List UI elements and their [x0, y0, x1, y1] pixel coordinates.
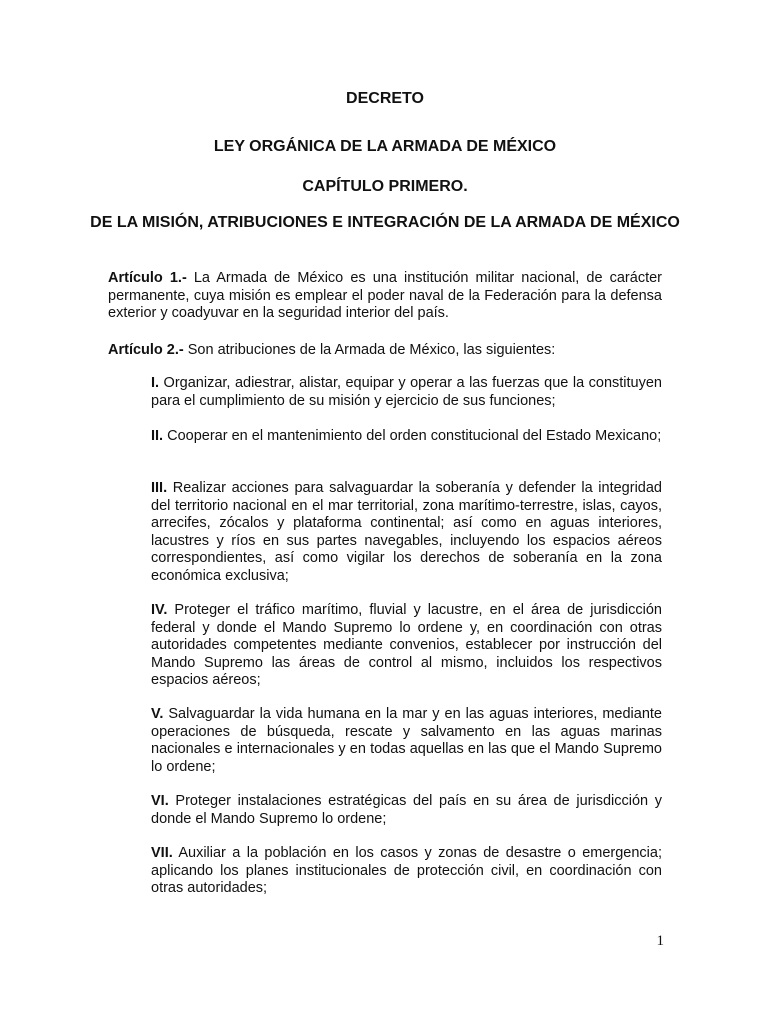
article-1: [108, 270, 662, 323]
fraction-iv: [151, 602, 662, 690]
fraction-vii-text: Auxiliar a la población en los casos y zonas de desastre o emergencia; aplicando los planes institucionales de protección civil, en coordinación con otras autoridades;: [151, 845, 662, 897]
fraction-ii-text: Cooperar en el mantenimiento del orden constitucional del Estado Mexicano;: [163, 428, 662, 444]
fraction-iv-numeral: IV.: [151, 602, 168, 618]
fraction-ii-numeral: II.: [151, 428, 164, 444]
fraction-iii-numeral: III.: [151, 480, 168, 496]
chapter-heading: CAPÍTULO PRIMERO.: [302, 178, 468, 195]
fraction-iii: [151, 480, 662, 586]
fraction-v-text: Salvaguardar la vida humana en la mar y en las aguas interiores, mediante operaciones de búsqueda, rescate y salvamento en las aguas marinas nacionales e internacionales y en todas aquellas en las que el Mando Supremo lo ordene;: [151, 706, 662, 775]
fraction-v: [151, 706, 662, 776]
fraction-vii: [151, 845, 662, 898]
article-2: [108, 342, 662, 360]
article-2-text: Son atribuciones de la Armada de México, las siguientes:: [183, 342, 556, 358]
article-2-label: Artículo 2.-: [108, 342, 184, 358]
law-title: LEY ORGÁNICA DE LA ARMADA DE MÉXICO: [213, 138, 557, 155]
fraction-iii-text: Realizar acciones para salvaguardar la soberanía y defender la integridad del territorio nacional en el mar territorial, zona marítimo-terrestre, islas, cayos, arrecifes, zócalos y plataforma continental; así como en aguas interiores, lacustres y ríos en sus partes navegables, incluyendo los espacios aéreos correspondientes, así como vigilar los derechos de soberanía en la zona económica exclusiva;: [151, 480, 662, 584]
fraction-iv-text: Proteger el tráfico marítimo, fluvial y lacustre, en el área de jurisdicción federal y donde el Mando Supremo lo ordene y, en coordinación con otras autoridades competentes mediante convenios, establecer por instrucción del Mando Supremo las áreas de control al mismo, incluidos los respectivos espacios aéreos;: [151, 602, 662, 689]
decree-heading: DECRETO: [346, 90, 424, 107]
fraction-i: [151, 375, 662, 410]
chapter-title: DE LA MISIÓN, ATRIBUCIONES E INTEGRACIÓN DE LA ARMADA DE MÉXICO: [90, 214, 680, 231]
fraction-vi-text: Proteger instalaciones estratégicas del país en su área de jurisdicción y donde el Mando Supremo lo ordene;: [151, 793, 662, 827]
page-number: 1: [656, 933, 664, 949]
fraction-vi-numeral: VI.: [151, 793, 169, 809]
article-1-text: La Armada de México es una institución militar nacional, de carácter permanente, cuya misión es emplear el poder naval de la Federación para la defensa exterior y coadyuvar en la seguridad interior del país.: [108, 270, 662, 322]
fraction-vi: [151, 793, 662, 828]
fraction-ii: [151, 428, 662, 446]
fraction-i-text: Organizar, adiestrar, alistar, equipar y operar a las fuerzas que la constituyen para el cumplimiento de su misión y ejercicio de sus funciones;: [151, 375, 662, 409]
fraction-vii-numeral: VII.: [151, 845, 173, 861]
fraction-v-numeral: V.: [151, 706, 164, 722]
article-1-label: Artículo 1.-: [108, 270, 187, 286]
fraction-i-numeral: I.: [151, 375, 160, 391]
